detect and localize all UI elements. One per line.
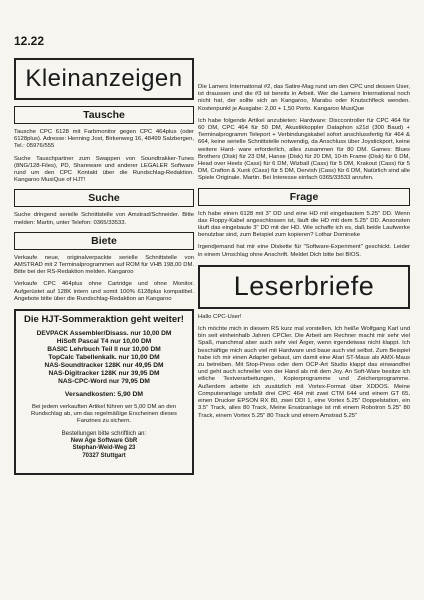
promo-item-list [20, 330, 188, 386]
right-column [198, 84, 410, 594]
promo-item: NAS-CPC-Word nur 79,95 DM [58, 378, 150, 386]
hardware-games-ad: Ich habe folgende Artikel anzubieten: Hardware: Disccontroller für CPC 464 für 60 DM, CPC 464 für 50 DM, Akustikkoppler Dataphon s21d (300 Baud) + Terminalprogramm Teleport + Verbindungskabel sofort anschlussfertig für 464 & 664, keine serielle Schnittstelle notwendig, da Anschluss über Joystickport, keine weitere Hard- ware erforderlich, alles zusammen für 80 DM. Games: Blues Brothers (Disk) für 23 DM, Hanse (Disk) für 20 DM, 10-th Frame (Disk) für 6 DM, Head over Heels (Cass) für 6 DM, Wizball (Cass) für 5 DM, Krakout (Cass) für 5 DM, Crafton & Xunk (Cass) für 5 DM, Dervish (Cass) für 6 DM, Natürlich sind alle Spiele Originale. Martin. Bei Interesse einfach 0365/33533 anrufen. [198, 117, 410, 182]
frage-heading: Frage [198, 188, 410, 206]
order-line: Bestellungen bitte schriftlich an: [61, 430, 147, 437]
order-city: 70327 Stuttgart [82, 452, 126, 459]
tausche-ad-1: Tausche CPC 6128 mit Farbmonitor gegen CPC 464plus (oder 6128plus). Adresse: Henning Jost, Birkenweg 16, 48499 Salzbergen, Tel.: 05976/555 [14, 129, 194, 150]
tausche-heading: Tausche [14, 106, 194, 124]
promo-order-address [20, 431, 188, 461]
promo-item: BASIC Lehrbuch Teil II nur 10,00 DM [47, 346, 161, 354]
hjt-promo-box [14, 309, 194, 475]
promo-item: NAS-Digitracker 128K nur 39,95 DM [48, 370, 160, 378]
suche-heading: Suche [14, 189, 194, 207]
biete-ad-1: Verkaufe neue, originalverpackte serielle Schnittstelle von AMSTRAD mit 2 Terminalprogrammen auf ROM für VHB 198,00 DM. Bitte bei der RS-Redaktion melden. Kangaroo [14, 254, 194, 276]
promo-item: HiSoft Pascal T4 nur 10,00 DM [56, 338, 152, 346]
biete-ad-2: Verkaufe CPC 464plus ohne Cartridge und ohne Monitor. Aufgerüstet auf 128K intern und somit 100% 6128plus kompatibel. Angebote bitte über die Rundschlag-Redaktion an Kangaroo [14, 281, 194, 302]
kleinanzeigen-title: Kleinanzeigen [14, 58, 194, 100]
page-number: 12.22 [14, 34, 45, 48]
frage-text-2: Irgendjemand hat mir eine Diskette für "Software-Experiment" geschickt. Leider in einem Umschlag ohne Anschrift. Meldet Dich bitte bei BIOS. [198, 244, 410, 258]
promo-item: DEVPACK Assembler/Disass. nur 10,00 DM [36, 330, 172, 338]
order-company: New Age Software GbR [70, 438, 138, 445]
promo-item: TopCalc Tabellenkalk. nur 10,00 DM [48, 354, 160, 362]
order-street: Stephan-Weid-Weg 23 [72, 445, 136, 452]
promo-shipping: Versandkosten: 5,90 DM [64, 391, 144, 399]
frage-text-1: Ich habe einen 6128 mit 3" DD und eine HD mit eingebautem 5.25" DD. Wenn das Floppy-Kabel angeschlossen ist, läuft die HD mit dem 5.25" DD. Ansonsten läuft das eingebaute 3" DD mit der HD. Wie schaffe ich es, daß beide Laufwerke benutzbar sind, zum Beispiel zum kopieren? Lothar Domineke [198, 210, 410, 239]
left-column [14, 58, 194, 594]
letter-body: Ich möchte mich in diesem RS kurz mal vorstellen. Ich heiße Wolfgang Karl und bin seit einheinhalb Jahren CPCler. Die Arbeit am Rechner macht mir sehr viel Spaß, manchmal aber auch sehr viel Ärger, wenn irgendetwas nicht klappt. Ich beschäftige mich auch viel mit Hardware und baue auch viel selbst. Zum Beispiel habe ich mir einen Adapter gebaut, um damit eine Atari ST-Maus als AMX-Maus zu betreiben. Mit Stop-Press oder dem OCP-Art Studio klappt das einwandfrei und geht auch schneller von der Hand als mit dem Joy. An Soft-Ware besitze ich etliche Textverarbeitungen, Kopierprogramme und Zeichenprogramme. Außerdem arbeite ich zusätzlich mit Vortex-Format über XDDOS. Meine Computeranlage umfaßt drei CPC 464 mit zwei CTM 644 und einem GT 65, einen Drucker EPSON RX 80, zwei DDI 1, eine Vortex 5.25" Doppelstation, ein 3.5" Track, alles 80 Track, Meine Ersatzanlage ist mit einem Robotron 5.25" 80 Track, einem Vortex 5.25" 80 Track und einem Amstrad 5.25" [198, 326, 410, 419]
promo-item: NAS-Soundtracker 128K nur 49,95 DM [44, 362, 164, 370]
leserbriefe-title: Leserbriefe [198, 265, 410, 309]
promo-note: Bei jedem verkauften Artikel führen wir 5,00 DM an den Rundschlag ab, um das regelmäßige Erscheinen dieses Fanzines zu sichern. [30, 404, 178, 425]
letter-greeting: Hallo CPC-User! [198, 313, 242, 320]
tausche-ad-2: Suche Tauschpartner zum Swappen von Soundtrakker-Tunes (8NG/128-Files), PD, Shareware und anderer LEGALER Software rund um den CPC Kontakt über die Rundschlag-Redaktion. Kangaroo MusiQue of HJT! [14, 155, 194, 184]
biete-heading: Biete [14, 232, 194, 250]
promo-title: Die HJT-Sommeraktion geht weiter! [24, 314, 184, 326]
lamers-ad: Die Lamers International #2, das Satire-Mag rund um den CPC und dessen User, ist draussen und die #3 ist bereits in Arbeit. Wer die Lamers International noch nicht hat, der sollte sich an Kangaroo, Marabu oder Knutschfleck wenden. Kostenpunkt je Ausgabe: 2,00 + 1,50 Porto. Kangaroo MusiQue [198, 84, 410, 112]
suche-ad-1: Suche dringend serielle Schnittstelle von Amstrad/Schneider. Bitte melden: Martin, unter Telefon: 0365/33533. [14, 212, 194, 226]
